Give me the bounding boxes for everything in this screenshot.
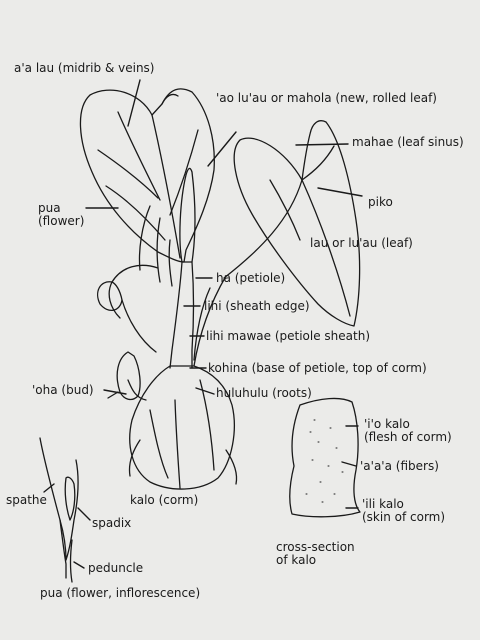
leader-huluhulu [196,388,214,394]
leader-piko [318,188,362,196]
label-aa-lau: a'a lau (midrib & veins) [14,61,155,75]
label-kohina: kohina (base of petiole, top of corm) [208,361,427,375]
label-peduncle: peduncle [88,561,144,575]
right-leaf-drawing [224,121,360,326]
label-oha: 'oha (bud) [32,383,94,397]
label-piko: piko [368,195,393,209]
label-lihi-mawae: lihi mawae (petiole sheath) [206,329,371,343]
label-pua-flower: (flower) [38,214,85,228]
label-ha: ha (petiole) [216,271,286,285]
cross-section-drawing [290,398,360,516]
label-spathe: spathe [6,493,47,507]
bud-drawing [108,352,146,400]
label-pua: pua [38,201,61,215]
leader-spadix [78,508,90,520]
label-cross-section: cross-section [276,540,355,554]
label-lihi: lihi (sheath edge) [204,299,310,313]
label-spadix: spadix [92,516,132,530]
leader-lines [44,80,362,568]
label-aaa: 'a'a'a (fibers) [360,459,439,473]
label-pua-inflorescence: pua (flower, inflorescence) [40,586,201,600]
label-io-flesh: (flesh of corm) [364,430,452,444]
label-ili-kalo: 'ili kalo [362,497,404,511]
label-cross-section-of-kalo: of kalo [276,553,317,567]
label-huluhulu: huluhulu (roots) [216,386,312,400]
leader-peduncle [74,562,84,568]
label-lau: lau or lu'au (leaf) [310,236,413,250]
label-kalo: kalo (corm) [130,493,199,507]
label-io-kalo: 'i'o kalo [364,417,410,431]
leader-mahae [296,144,348,145]
label-ao-luau: 'ao lu'au or mahola (new, rolled leaf) [216,91,437,105]
leader-aa-lau [128,80,140,126]
label-ili-skin: (skin of corm) [362,510,446,524]
side-flower-drawing [98,265,158,352]
corm-drawing [129,366,236,489]
label-mahae: mahae (leaf sinus) [352,135,464,149]
inflorescence-drawing [40,438,78,582]
leader-aaa [342,462,356,466]
